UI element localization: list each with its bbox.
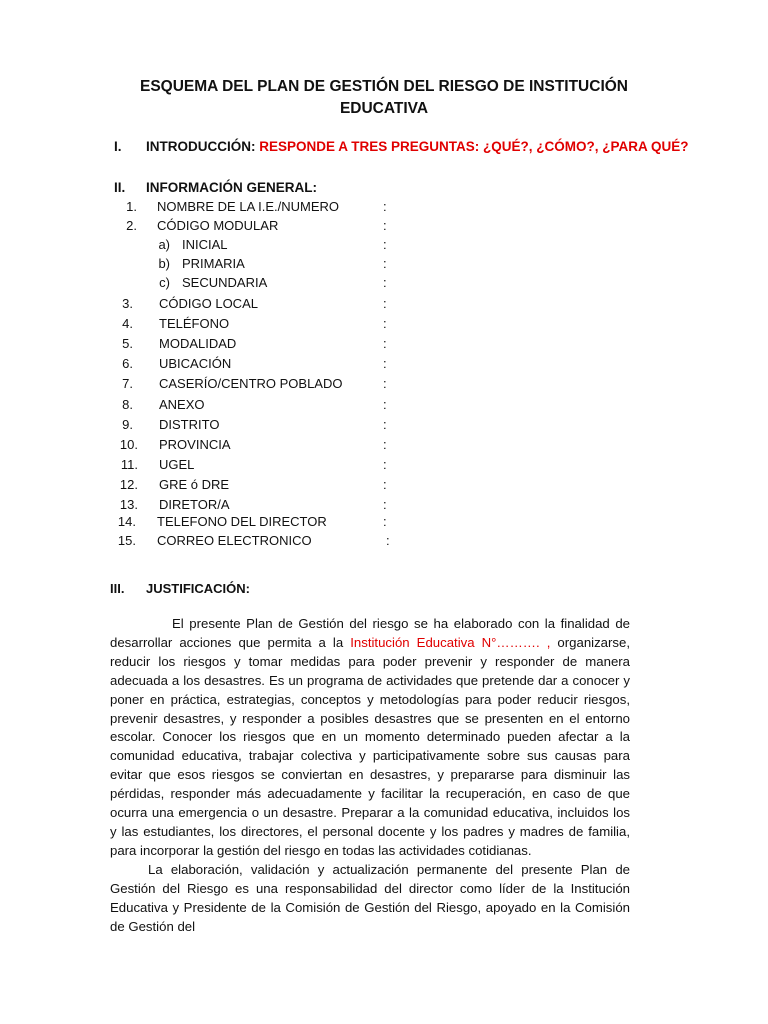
section-1-numeral: I. — [114, 139, 122, 154]
document-title-line-2: EDUCATIVA — [339, 100, 429, 117]
info-row-number: 9. — [122, 417, 133, 432]
info-row-label: GRE ó DRE — [159, 477, 230, 492]
info-row-label: UBICACIÓN — [159, 356, 232, 371]
info-row-label: CÓDIGO MODULAR — [157, 218, 279, 233]
section-1-note: RESPONDE A TRES PREGUNTAS: ¿QUÉ?, ¿CÓMO?, ¿PARA QUÉ? — [259, 139, 689, 154]
section-3-numeral: III. — [110, 581, 125, 596]
info-row-number: 1. — [126, 199, 137, 214]
info-row — [0, 417, 768, 435]
info-row-number: c) — [159, 275, 170, 290]
paragraph-2-text: La elaboración, validación y actualización permanente del presente Plan de Gestión del Riesgo es una responsabilidad del director como líder de la Institución Educativa y Presidente de la Comisión de Gestión del Riesgo, apoyado en la Comisión de Gestión del — [110, 862, 630, 934]
info-row-colon: : — [383, 316, 387, 331]
section-1-label: INTRODUCCIÓN: — [146, 139, 256, 154]
info-row-number: 4. — [122, 316, 133, 331]
info-row — [0, 497, 768, 515]
section-1-heading — [146, 139, 689, 154]
info-row-label: CÓDIGO LOCAL — [159, 296, 258, 311]
info-row-label: TELEFONO DEL DIRECTOR — [157, 514, 327, 529]
info-row-number: 13. — [119, 497, 138, 512]
info-row-label: INICIAL — [182, 237, 228, 252]
info-row-label: DIRETOR/A — [159, 497, 230, 512]
info-row — [0, 237, 768, 255]
info-row — [0, 356, 768, 374]
section-3-label: JUSTIFICACIÓN: — [146, 581, 250, 596]
info-row-colon: : — [383, 397, 387, 412]
info-row-label: DISTRITO — [159, 417, 220, 432]
info-row — [0, 199, 768, 217]
institution-placeholder: Institución Educativa N°………. , — [350, 634, 551, 650]
info-row-label: ANEXO — [159, 397, 205, 412]
info-row-colon: : — [383, 256, 387, 271]
info-row-colon: : — [383, 477, 387, 492]
info-row-colon: : — [383, 356, 387, 371]
info-row — [0, 514, 768, 532]
info-row — [0, 296, 768, 314]
paragraph-1-text-start: El presente Plan de Gestión del riesgo se ha elaborado con la finalidad de desarrollar acciones que permita a la — [110, 616, 630, 650]
info-row-label: PROVINCIA — [159, 437, 231, 452]
info-row-number: 12. — [119, 477, 138, 492]
info-row-number: 7. — [122, 376, 133, 391]
info-row — [0, 533, 768, 551]
info-row-label: UGEL — [159, 457, 195, 472]
info-row — [0, 256, 768, 274]
info-row-colon: : — [383, 237, 387, 252]
info-row-number: 3. — [122, 296, 133, 311]
info-row — [0, 376, 768, 394]
section-2-label: INFORMACIÓN GENERAL: — [146, 180, 317, 195]
info-row-label: NOMBRE DE LA I.E./NUMERO — [157, 199, 340, 214]
info-row-number: 8. — [122, 397, 133, 412]
info-row-colon: : — [386, 533, 390, 548]
info-row-number: b) — [158, 256, 170, 271]
info-row-colon: : — [383, 417, 387, 432]
paragraph-1-text-end: organizarse, reducir los riesgos y tomar medidas para poder prevenir y responder de manera adecuada a los desastres. Es un programa de actividades que pretende dar a conocer y poner en práctica, estrategias, conceptos y metodologías para poder reducir riesgos, prevenir desastres, y responder a posibles desastres que se presenten en el entorno escolar. Conocer los riesgos que en un momento determinado pueden afectar a la comunidad educativa, trabajar colectiva y participativamente sobre sus causas para evitar que esos riesgos se conviertan en desastres, y prepararse para disminuir las pérdidas, responder más adecuadamente y facilitar la recuperación, en caso de que ocurra una emergencia o un desastre. Preparar a la comunidad educativa, incluidos los y las estudiantes, los directores, el personal docente y los padres y madres de familia, para incorporar la gestión del riesgo en todas las actividades cotidianas. — [110, 634, 630, 858]
info-row — [0, 316, 768, 334]
info-row-number: 14. — [117, 514, 136, 529]
info-row-label: TELÉFONO — [159, 316, 230, 331]
info-row-number: 10. — [119, 437, 138, 452]
info-row-number: a) — [158, 237, 170, 252]
info-row — [0, 336, 768, 354]
justification-paragraph-2 — [110, 861, 630, 937]
info-row — [0, 275, 768, 293]
info-row-colon: : — [383, 514, 387, 529]
info-row-colon: : — [383, 199, 387, 214]
justification-paragraph-1 — [110, 615, 630, 861]
info-row-colon: : — [383, 376, 387, 391]
info-row-number: 11. — [120, 457, 138, 472]
info-row-label: CORREO ELECTRONICO — [157, 533, 312, 548]
info-row — [0, 437, 768, 455]
section-2-numeral: II. — [114, 180, 126, 195]
info-row-number: 6. — [122, 356, 133, 371]
info-row-label: CASERÍO/CENTRO POBLADO — [159, 376, 343, 391]
info-row-number: 5. — [122, 336, 133, 351]
info-row-colon: : — [383, 275, 387, 290]
document-title-line-1: ESQUEMA DEL PLAN DE GESTIÓN DEL RIESGO DE INSTITUCIÓN — [139, 78, 628, 95]
info-row-colon: : — [383, 336, 387, 351]
info-row — [0, 457, 768, 475]
info-row-label: PRIMARIA — [182, 256, 245, 271]
info-row-number: 15. — [117, 533, 136, 548]
info-row — [0, 477, 768, 495]
info-row-label: SECUNDARIA — [182, 275, 268, 290]
info-row-label: MODALIDAD — [159, 336, 237, 351]
info-row — [0, 397, 768, 415]
info-row — [0, 218, 768, 236]
info-row-colon: : — [383, 218, 387, 233]
info-row-colon: : — [383, 437, 387, 452]
info-row-colon: : — [383, 296, 387, 311]
info-row-number: 2. — [126, 218, 137, 233]
info-row-colon: : — [383, 457, 387, 472]
info-row-colon: : — [383, 497, 387, 512]
